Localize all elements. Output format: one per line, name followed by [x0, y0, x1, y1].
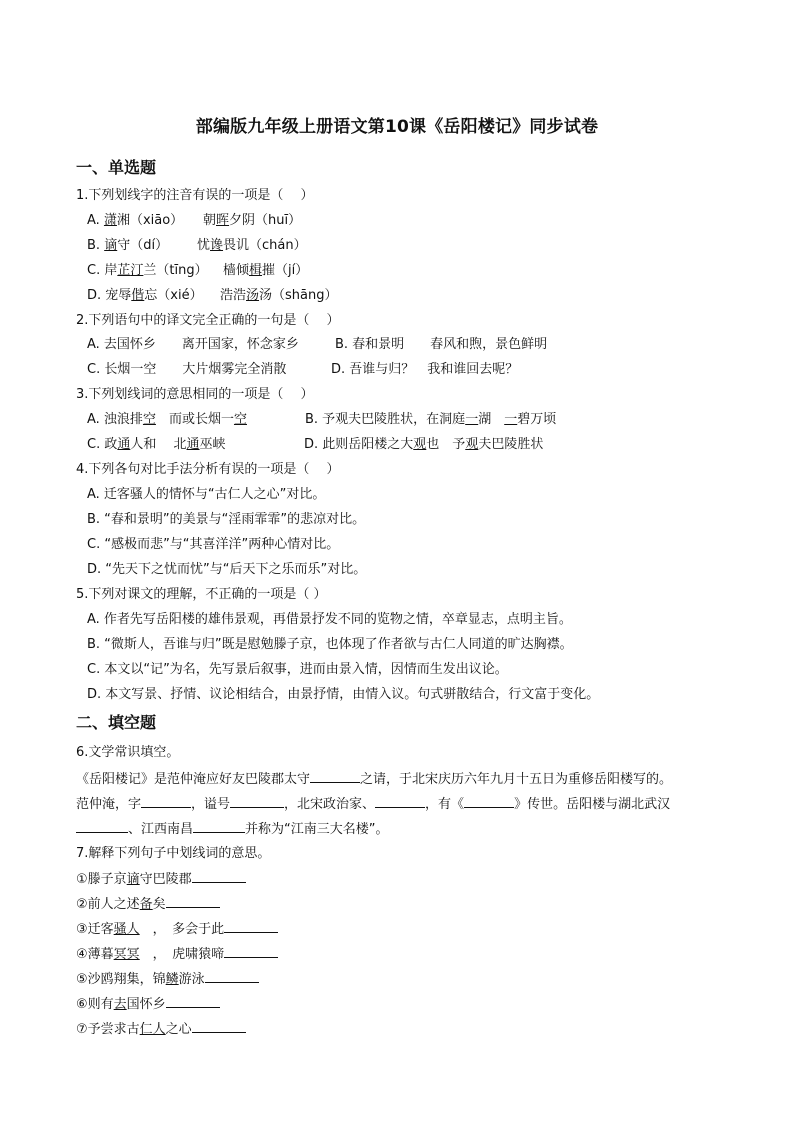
- answer-blank[interactable]: [193, 820, 245, 833]
- underlined-word: 去: [113, 997, 127, 1012]
- underlined-char: 谗: [210, 238, 224, 253]
- question-7-item: [76, 870, 246, 889]
- question-1-option-c: [87, 262, 309, 280]
- option-c: C. 长烟一空 大片烟雾完全消散: [87, 362, 287, 377]
- text: ⑦予尝求古: [76, 1022, 140, 1037]
- option-text: 湘（xiāo）: [116, 213, 184, 228]
- option-label: A.: [87, 213, 104, 228]
- underlined-char: 观: [465, 437, 479, 452]
- option-d: D. 吾谁与归？ 我和谁回去呢？: [331, 362, 519, 377]
- question-7-item: [76, 945, 278, 964]
- underlined-char: 汤: [246, 288, 260, 303]
- option-text: （tīng）: [156, 263, 208, 278]
- page-title: 部编版九年级上册语文第10课《岳阳楼记》同步试卷: [195, 117, 599, 137]
- underlined-word: 仁人: [139, 1022, 166, 1037]
- option-text: D. 宠辱: [87, 288, 132, 303]
- section-heading-fill-in: 二、填空题: [76, 713, 157, 732]
- underlined-char: 潇: [103, 213, 117, 228]
- option-b: B. 春和景明 春风和煦，景色鲜明: [335, 337, 548, 352]
- option-text: 巫峡: [199, 437, 226, 452]
- underlined-char: 楫: [249, 263, 263, 278]
- option-text: 湖: [478, 412, 505, 427]
- question-7-item: [76, 920, 278, 939]
- answer-blank[interactable]: [166, 895, 220, 908]
- text: ，北宋政治家、: [284, 797, 376, 812]
- question-5-option-b: B. “微斯人，吾谁与归”既是慰勉滕子京，也体现了作者欲与古仁人同道的旷达胸襟。: [87, 637, 573, 652]
- question-7-item: [76, 895, 220, 914]
- text: 国怀乡: [126, 997, 166, 1012]
- text: 之请，于北宋庆历六年九月十五日为重修岳阳楼写的。: [360, 772, 673, 787]
- underlined-char: 晖: [216, 213, 230, 228]
- question-3-options-cd: [87, 436, 544, 454]
- underlined-word: 冥冥: [113, 947, 140, 962]
- question-7-item: [76, 1020, 246, 1039]
- question-7-item: [76, 970, 259, 989]
- question-7-stem: 7.解释下列句子中划线词的意思。: [76, 846, 271, 861]
- option-text: 浩浩: [220, 288, 247, 303]
- underlined-char: 偕: [131, 288, 145, 303]
- option-text: 朝: [203, 213, 217, 228]
- section-heading-single-choice: 一、单选题: [76, 158, 157, 177]
- question-7-item: [76, 995, 220, 1014]
- text: 、江西南昌: [128, 822, 194, 837]
- answer-blank[interactable]: [310, 770, 360, 783]
- answer-blank[interactable]: [464, 795, 514, 808]
- question-3-stem: 3.下列划线词的意思相同的一项是（ ）: [76, 387, 314, 402]
- option-text: 畏讥（chán）: [223, 238, 307, 253]
- option-text: 也 予: [426, 437, 466, 452]
- underlined-char: 芷: [117, 263, 131, 278]
- text: 并称为“江南三大名楼”。: [245, 822, 389, 837]
- underlined-char: 一: [504, 412, 518, 427]
- underlined-word: 谪: [126, 872, 140, 887]
- text: 之心: [165, 1022, 192, 1037]
- text: 守巴陵郡: [139, 872, 192, 887]
- underlined-char: 汀: [130, 263, 144, 278]
- underlined-char: 一: [465, 412, 479, 427]
- option-text: C. 岸: [87, 263, 118, 278]
- question-4-option-c: C. “感极而悲”与“其喜洋洋”两种心情对比。: [87, 537, 340, 552]
- text: ④薄暮: [76, 947, 114, 962]
- question-1-option-d: [87, 287, 338, 305]
- question-6-line-3: [76, 820, 389, 839]
- text: ①滕子京: [76, 872, 127, 887]
- option-text: D. 此则岳阳楼之大: [304, 437, 414, 452]
- option-text: 碧万顷: [517, 412, 557, 427]
- underlined-word: 备: [139, 897, 153, 912]
- question-2-stem: 2.下列语句中的译文完全正确的一句是（ ）: [76, 313, 340, 328]
- question-5-option-c: C. 本文以“记”为名，先写景后叙事，进而由景入情，因情而生发出议论。: [87, 662, 508, 677]
- answer-blank[interactable]: [205, 970, 259, 983]
- option-text: A. 浊浪排: [87, 412, 143, 427]
- answer-blank[interactable]: [192, 1020, 246, 1033]
- answer-blank[interactable]: [192, 870, 246, 883]
- text: ③迁客: [76, 922, 114, 937]
- option-text: 忘（xié）: [144, 288, 203, 303]
- text: ②前人之述: [76, 897, 140, 912]
- option-text: C. 政: [87, 437, 118, 452]
- question-4-option-d: D. “先天下之忧而忧”与“后天下之乐而乐”对比。: [87, 562, 367, 577]
- underlined-word: 鳞: [165, 972, 179, 987]
- question-6-line-2: [76, 795, 670, 814]
- question-2-options-ab: [87, 336, 548, 354]
- text: ，谥号: [191, 797, 231, 812]
- question-6-line-1: [76, 770, 672, 789]
- option-text: 兰: [143, 263, 157, 278]
- text: 《岳阳楼记》是范仲淹应好友巴陵郡太守: [76, 772, 311, 787]
- text: 矣: [152, 897, 166, 912]
- option-label: B.: [87, 238, 105, 253]
- text: ， 虎啸猿啼: [139, 947, 225, 962]
- answer-blank[interactable]: [375, 795, 425, 808]
- option-text: 而或长烟一: [155, 412, 234, 427]
- option-text: 樯倾: [223, 263, 250, 278]
- underlined-char: 观: [413, 437, 427, 452]
- text: ⑤沙鸥翔集，锦: [76, 972, 166, 987]
- question-1-option-b: [87, 237, 307, 255]
- option-a: A. 去国怀乡 离开国家，怀念家乡: [87, 337, 299, 352]
- underlined-word: 骚人: [113, 922, 140, 937]
- option-text: 摧（jí）: [262, 263, 309, 278]
- answer-blank[interactable]: [166, 995, 220, 1008]
- answer-blank[interactable]: [76, 820, 128, 833]
- text: ，有《: [425, 797, 465, 812]
- option-text: 汤（shāng）: [259, 288, 338, 303]
- answer-blank[interactable]: [224, 945, 278, 958]
- question-5-option-d: D. 本文写景、抒情、议论相结合，由景抒情，由情入议。句式骈散结合，行文富于变化。: [87, 687, 600, 702]
- question-5-stem: 5.下列对课文的理解，不正确的一项是（ ）: [76, 587, 327, 602]
- option-text: 夕阴（huī）: [229, 213, 302, 228]
- text: ⑥则有: [76, 997, 114, 1012]
- question-1-option-a: [87, 212, 302, 230]
- underlined-char: 通: [117, 437, 131, 452]
- text: 》传世。岳阳楼与湖北武汉: [514, 797, 671, 812]
- option-text: 夫巴陵胜状: [478, 437, 544, 452]
- underlined-char: 空: [233, 412, 247, 427]
- option-text: 人和 北: [130, 437, 187, 452]
- answer-blank[interactable]: [141, 795, 191, 808]
- answer-blank[interactable]: [230, 795, 284, 808]
- underlined-char: 空: [142, 412, 156, 427]
- text: 范仲淹，字: [76, 797, 142, 812]
- question-4-stem: 4.下列各句对比手法分析有误的一项是（ ）: [76, 462, 340, 477]
- answer-blank[interactable]: [224, 920, 278, 933]
- question-6-stem: 6.文学常识填空。: [76, 745, 180, 760]
- option-text: 忧: [197, 238, 211, 253]
- option-text: B. 予观夫巴陵胜状，在洞庭: [305, 412, 466, 427]
- question-5-option-a: A. 作者先写岳阳楼的雄伟景观，再借景抒发不同的览物之情，卒章显志，点明主旨。: [87, 612, 572, 627]
- underlined-char: 谪: [104, 238, 118, 253]
- question-2-options-cd: [87, 361, 519, 379]
- question-1-stem: 1.下列划线字的注音有误的一项是（ ）: [76, 188, 314, 203]
- text: 游泳: [178, 972, 205, 987]
- underlined-char: 通: [186, 437, 200, 452]
- question-4-option-a: A. 迁客骚人的情怀与“古仁人之心”对比。: [87, 487, 326, 502]
- question-3-options-ab: [87, 411, 557, 429]
- option-text: 守（dí）: [117, 238, 169, 253]
- text: ， 多会于此: [139, 922, 225, 937]
- question-4-option-b: B. “春和景明”的美景与“淫雨霏霏”的悲凉对比。: [87, 512, 366, 527]
